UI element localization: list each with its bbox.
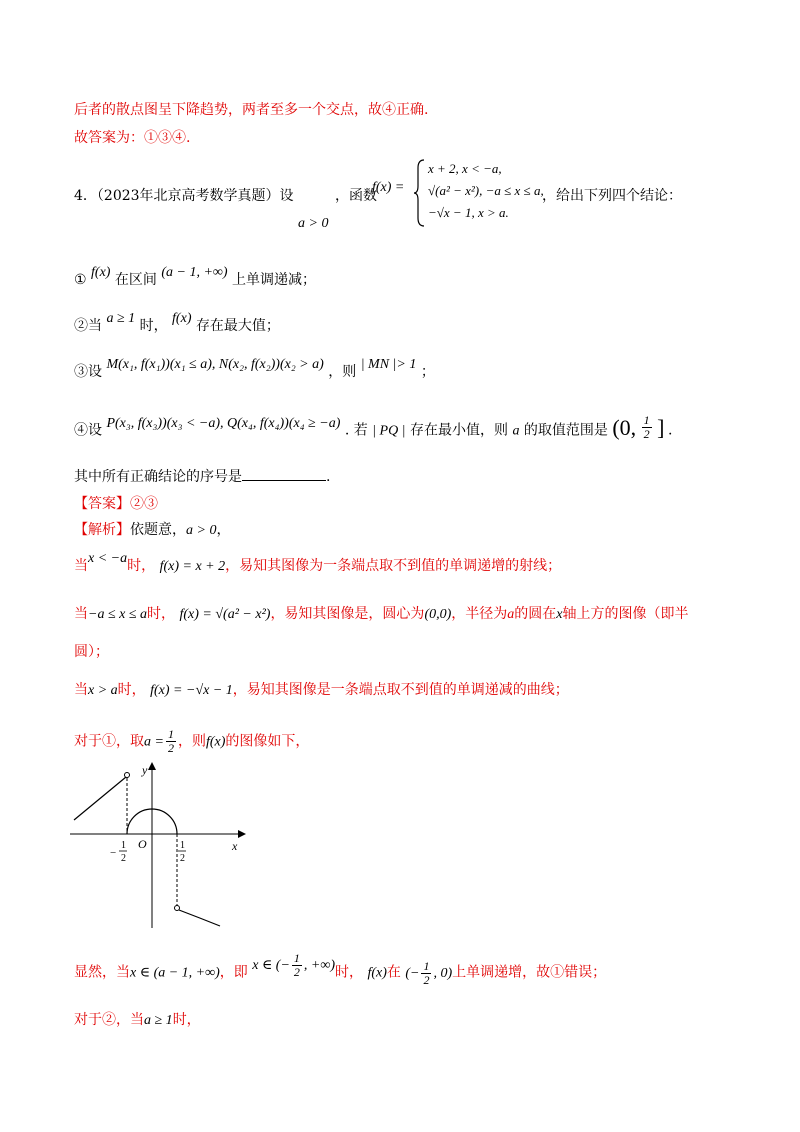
case-3: −√x − 1, x > a. (428, 205, 509, 220)
r1-int2-a: x ∈ (− (252, 957, 290, 973)
r1-int3-b: , 0) (433, 965, 453, 981)
answer-text: 【答案】②③ (74, 496, 158, 512)
t1-num: 1 (167, 727, 174, 741)
c1-text-a: 在区间 (114, 272, 157, 288)
c1-marker: ① (74, 272, 87, 288)
neg-sign: − (110, 847, 117, 859)
r2-condition: a ≥ 1 (144, 1013, 173, 1028)
piecewise-block (414, 158, 544, 228)
s2-function: f(x) = √(a² − x²) (179, 607, 271, 622)
fill-question: 其中所有正确结论的序号是 (74, 469, 242, 485)
c4-text-c: 存在最小值，则 (409, 422, 508, 439)
c4-range-right: ] (657, 414, 665, 440)
conclusion-2 (74, 311, 280, 337)
case-2: √(a² − x²), −a ≤ x ≤ a, (428, 183, 544, 198)
question-source: （2023年北京高考数学真题）设 (96, 188, 294, 204)
brace-icon (414, 158, 426, 228)
r1-num3: 1 (423, 959, 430, 973)
c3-points: M(x₁, f(x₁))(x₁ ≤ a), N(x₂, f(x₂))(x₂ > a) (106, 357, 324, 372)
function-graph (70, 760, 250, 930)
t1-text-a: 对于①，取 (74, 733, 144, 750)
t1-fx: f(x) (205, 734, 226, 750)
s3-condition: x > a (88, 683, 118, 698)
s2-text-g: 圆）； (74, 644, 109, 660)
c4-range-left: (0, (612, 414, 637, 440)
case-line-3 (74, 680, 569, 701)
c1-interval: (a − 1, +∞) (161, 265, 228, 280)
analysis-label: 【解析】 (74, 522, 130, 538)
c3-text-c: ； (420, 364, 435, 380)
s2-x: x (556, 607, 563, 622)
y-label: y (142, 763, 148, 777)
fill-blank-line (74, 466, 330, 487)
analysis-condition: a > 0 (186, 523, 217, 538)
condition-a-positive: a > 0 (298, 216, 329, 231)
c4-text-e: . (668, 422, 673, 439)
c4-pq: | PQ | (372, 423, 406, 439)
t1-text-b: ，则 (177, 733, 206, 750)
c2-condition: a ≥ 1 (106, 311, 136, 326)
c3-mn: | MN |> 1 (360, 357, 417, 372)
prev-solution-text: 后者的散点图呈下降趋势，两者至多一个交点，故④正确. (74, 102, 429, 118)
case-line-2b (74, 642, 109, 662)
question-tail (542, 186, 682, 206)
r1-frac (292, 952, 302, 979)
s2-a: a (507, 607, 515, 622)
s3-function: f(x) = −√x − 1 (150, 683, 233, 698)
case-1: x + 2, x < −a, (428, 161, 502, 176)
left-tick-den: 2 (121, 853, 126, 864)
r1-interval: x ∈ (a − 1, +∞) (130, 965, 220, 981)
c4-text-b: . 若 (344, 422, 368, 439)
c3-text-b: ，则 (328, 364, 357, 380)
r1-fx: f(x) (367, 965, 387, 981)
s1-condition: x < −a (88, 551, 128, 566)
prev-answer-line (74, 128, 190, 148)
s3-text-c: ，易知其图像是一条端点取不到值的单调递减的曲线； (232, 682, 569, 698)
c2-text-c: 存在最大值； (195, 318, 280, 334)
analysis-line (74, 520, 230, 541)
case-line-1 (74, 551, 562, 577)
conclusion-1 (74, 265, 317, 291)
c2-text-a: ②当 (74, 318, 102, 334)
c4-text-d: 的取值范围是 (523, 422, 608, 439)
c4-range-num: 1 (643, 413, 650, 427)
r2-text-b: 时， (172, 1012, 201, 1028)
r1-den3: 2 (423, 973, 430, 987)
conclusion-4 (74, 413, 673, 445)
r1-text-d: 在 (386, 964, 401, 981)
t1-den: 2 (167, 741, 174, 755)
s1-text-a: 当 (74, 558, 88, 574)
t1-text-c: 的图像如下， (225, 733, 310, 750)
r1-interval-2 (252, 951, 336, 979)
origin-label: O (138, 837, 147, 851)
open-endpoint-right (175, 906, 180, 911)
right-tick-den: 2 (180, 853, 185, 864)
answer-blank (242, 466, 326, 481)
question-function-intro (335, 186, 377, 206)
analysis-end: ， (216, 522, 231, 538)
test-1-line (74, 728, 309, 755)
r1-num: 1 (293, 951, 300, 965)
s1-text-b: 时， (127, 558, 156, 574)
result-line-1 (74, 951, 607, 987)
r1-text-e: 上单调递增，故①错误； (452, 964, 607, 981)
c4-range-frac (642, 414, 652, 441)
t1-frac (166, 728, 176, 755)
question-tail-text: ，给出下列四个结论： (542, 188, 682, 204)
r1-text-c: 时， (335, 964, 364, 981)
t1-eq: a = (144, 734, 164, 750)
case-line-2 (74, 604, 688, 625)
c2-text-b: 时， (139, 318, 168, 334)
c1-text-b: 上单调递减； (232, 272, 317, 288)
s2-condition: −a ≤ x ≤ a (88, 607, 148, 622)
r1-int2-b: , +∞) (303, 957, 336, 973)
r1-text-b: ，即 (219, 964, 248, 981)
c4-range-den: 2 (643, 427, 650, 441)
c4-points: P(x₃, f(x₃))(x₃ < −a), Q(x₄, f(x₄))(x₄ ≥ −a) (106, 415, 341, 431)
fill-end: . (326, 469, 331, 485)
c3-text-a: ③设 (74, 364, 102, 380)
question-condition (298, 214, 328, 234)
open-endpoint-left (125, 773, 130, 778)
s1-text-c: ，易知其图像为一条端点取不到值的单调递增的射线； (225, 558, 562, 574)
r1-text-a: 显然，当 (74, 964, 130, 981)
c2-fx: f(x) (172, 311, 192, 326)
question-4-line (74, 186, 294, 206)
s2-text-e: 的圆在 (514, 606, 557, 622)
s3-text-a: 当 (74, 682, 88, 698)
s2-text-d: ，半径为 (451, 606, 508, 622)
r1-interval-3 (405, 959, 453, 987)
s2-text-b: 时， (147, 606, 176, 622)
right-curve (179, 910, 220, 926)
s1-function: f(x) = x + 2 (159, 559, 226, 574)
x-label: x (232, 839, 238, 853)
result-line-2 (74, 1010, 201, 1031)
s2-text-c: ，易知其图像是，圆心为 (270, 606, 425, 622)
function-name (372, 178, 404, 198)
r1-int3-a: (− (405, 965, 420, 981)
s2-origin: (0,0) (424, 607, 452, 622)
r1-frac3 (421, 960, 431, 987)
right-tick-num: 1 (180, 840, 185, 851)
conclusion-3 (74, 357, 435, 383)
answer-line (74, 494, 158, 514)
function-fx: f(x) = (372, 180, 405, 195)
s2-text-f: 轴上方的图像（即半 (562, 606, 689, 622)
r1-den: 2 (293, 965, 300, 979)
prev-solution-line (74, 100, 428, 120)
s2-text-a: 当 (74, 606, 88, 622)
c4-a: a (512, 423, 520, 439)
c4-range (612, 413, 668, 441)
c4-text-a: ④设 (74, 422, 102, 439)
c1-fx: f(x) (91, 265, 111, 280)
s3-text-b: 时， (117, 682, 146, 698)
question-number: 4． (74, 188, 97, 204)
analysis-text: 依题意， (130, 522, 186, 538)
left-tick-num: 1 (121, 840, 126, 851)
r2-text-a: 对于②，当 (74, 1012, 144, 1028)
y-axis-arrow (148, 762, 156, 770)
x-axis-arrow (238, 830, 246, 838)
prev-answer-text: 故答案为：①③④. (74, 130, 191, 146)
function-word: ，函数 (335, 188, 377, 204)
left-ray (74, 777, 126, 820)
